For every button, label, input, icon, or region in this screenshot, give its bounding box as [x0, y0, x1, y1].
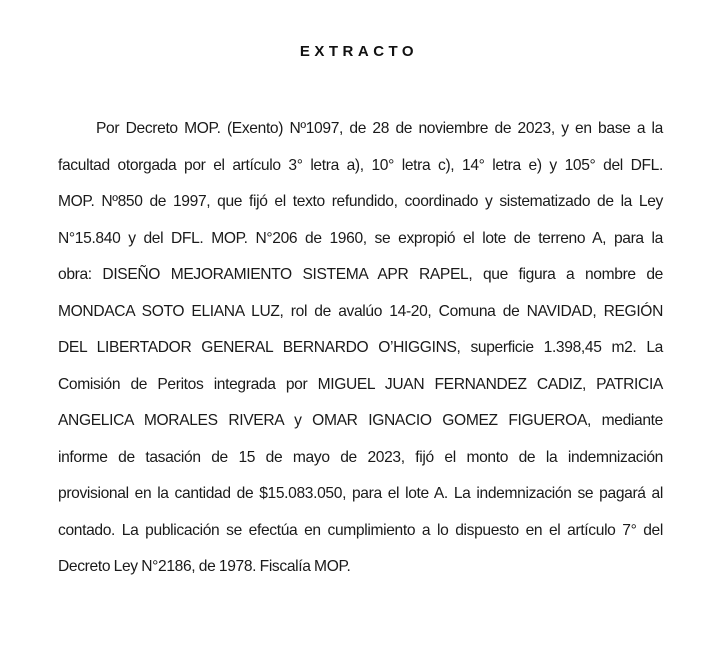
paragraph-line: Decreto Ley N°2186, de 1978. Fiscalía MOP. — [58, 558, 351, 575]
paragraph-line: informe de tasación de 15 de mayo de 2023, fijó el monto de la indemnización — [58, 448, 663, 466]
paragraph-line: DEL LIBERTADOR GENERAL BERNARDO O’HIGGINS, superficie 1.398,45 m2. La — [58, 339, 663, 356]
paragraph-line: MONDACA SOTO ELIANA LUZ, rol de avalúo 14-20, Comuna de NAVIDAD, REGIÓN — [58, 302, 663, 320]
paragraph-line: contado. La publicación se efectúa en cumplimiento a lo dispuesto en el artículo 7° del — [58, 521, 663, 539]
document-title: EXTRACTO — [299, 43, 419, 60]
paragraph-line: ANGELICA MORALES RIVERA y OMAR IGNACIO GOMEZ FIGUEROA, mediante — [58, 412, 663, 429]
paragraph-line: Comisión de Peritos integrada por MIGUEL JUAN FERNANDEZ CADIZ, PATRICIA — [58, 375, 663, 393]
paragraph-line: Por Decreto MOP. (Exento) Nº1097, de 28 de noviembre de 2023, y en base a la — [96, 120, 663, 137]
extract-paragraph — [58, 116, 663, 591]
paragraph-line: obra: DISEÑO MEJORAMIENTO SISTEMA APR RAPEL, que figura a nombre de — [58, 266, 663, 283]
paragraph-line: N°15.840 y del DFL. MOP. N°206 de 1960, se expropió el lote de terreno A, para la — [58, 229, 663, 247]
paragraph-line: facultad otorgada por el artículo 3° letra a), 10° letra c), 14° letra e) y 105° del DFL. — [58, 156, 663, 174]
paragraph-line: provisional en la cantidad de $15.083.050, para el lote A. La indemnización se pagará al — [58, 485, 663, 502]
paragraph-line: MOP. Nº850 de 1997, que fijó el texto refundido, coordinado y sistematizado de la Ley — [58, 193, 663, 210]
